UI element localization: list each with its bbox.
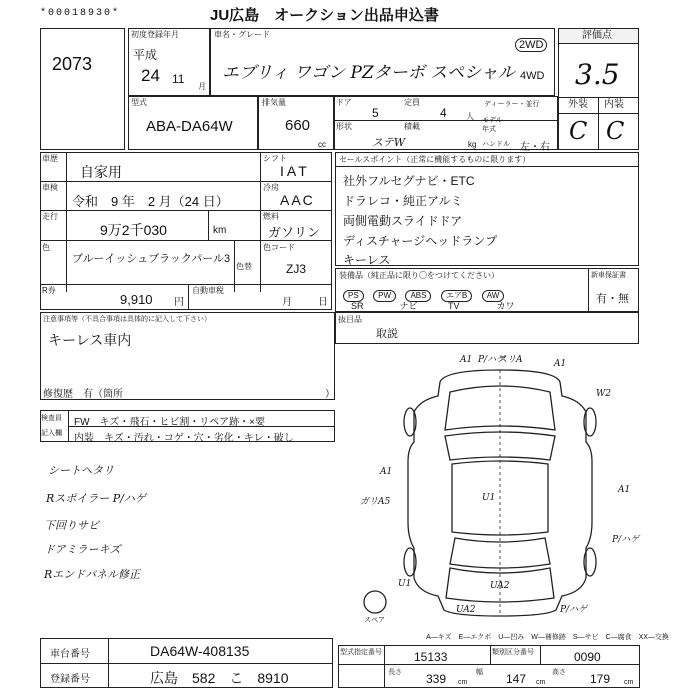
equip-leather: カワ — [496, 301, 515, 311]
notes-label: 注意事項等（不具合事項は具体的に記入して下さい） — [43, 316, 211, 323]
handwritten-note-4: ドアミラーキズ — [44, 543, 121, 556]
mark-4: A1 — [554, 359, 567, 369]
shape-label: 形状 — [336, 122, 352, 131]
aircon-label: 冷房 — [263, 183, 279, 192]
chassis-label: 車台番号 — [50, 649, 90, 660]
lot-number: 2073 — [52, 54, 93, 74]
length-label: 長さ — [388, 669, 402, 676]
plate-label: 登録番号 — [50, 674, 90, 685]
drive-2wd: 2WD — [515, 38, 547, 52]
displacement-unit: cc — [318, 140, 326, 149]
doors-label: ドア — [336, 98, 352, 107]
mark-12: UA2 — [490, 581, 510, 591]
mark-6: A1 — [380, 467, 393, 477]
length-unit: cm — [458, 679, 468, 686]
equip-sr: SR — [351, 301, 364, 311]
repair-label: 修復歴 有（箇所 — [43, 389, 123, 400]
length-value: 339 — [426, 672, 447, 686]
handwritten-note-3: 下回りサビ — [44, 519, 99, 532]
sales-point-1: 社外フルセグナビ・ETC — [343, 174, 475, 188]
capacity-value: 4 — [440, 106, 447, 120]
mark-8: ガリA5 — [360, 497, 391, 507]
aircon-value: AAC — [280, 192, 315, 208]
first-reg-label: 初度登録年月 — [131, 30, 179, 39]
fuel-label: 燃料 — [263, 212, 279, 221]
type-designation-label: 型式指定番号 — [340, 649, 382, 656]
recycle-unit: 円 — [174, 297, 184, 308]
mark-13: UA2 — [456, 605, 476, 615]
inspector-label-1: 検査員 — [41, 415, 62, 422]
model-year-label: モデル年式 — [482, 117, 503, 133]
mileage-label: 走行 — [42, 212, 58, 221]
shape-value: ステW — [372, 136, 406, 149]
notes-value: キーレス車内 — [48, 332, 132, 348]
barcode-text: *00018930* — [40, 8, 121, 19]
handwritten-note-1: シートヘタリ — [48, 464, 114, 477]
recycle-label: R券 — [42, 286, 56, 295]
category-number-value: 0090 — [574, 650, 601, 664]
doors-value: 5 — [372, 106, 379, 120]
color-label: 色 — [42, 243, 50, 252]
car-name-label: 車名・グレード — [214, 30, 270, 39]
interior-score: C — [606, 117, 625, 145]
spare-tire — [364, 591, 386, 613]
score-label: 評価点 — [582, 30, 612, 41]
sales-points-label: セールスポイント（正常に機能するものに限ります） — [339, 155, 531, 164]
mileage-unit: km — [213, 225, 227, 236]
inspection-label: 車検 — [42, 183, 58, 192]
fuel-value: ガソリン — [268, 225, 321, 240]
new-car-label: 新車保証書 — [591, 272, 626, 279]
mark-9: U1 — [482, 493, 496, 503]
first-reg-year: 24 — [141, 66, 160, 85]
mark-2: P/ハゲ — [478, 355, 506, 365]
capacity-label: 定員 — [404, 98, 420, 107]
color-code: ZJ3 — [286, 262, 307, 276]
sales-point-5: キーレス — [343, 253, 391, 267]
damage-legend: A―キズ E―エクボ U―凹み W―補修跡 S―サビ C―腐食 XX―交換 — [426, 634, 669, 641]
width-label: 幅 — [476, 669, 483, 676]
height-label: 高さ — [552, 669, 566, 676]
inspector-row-1: FW キズ・飛石・ヒビ割・リペア跡・×要 — [74, 417, 265, 428]
recycle-value: 9,910 — [120, 292, 153, 307]
spare-label: スペア — [364, 617, 385, 624]
equip-abs: ABS — [405, 290, 431, 302]
color-value: ブルーイッシュブラックパール3 — [72, 253, 231, 265]
handwritten-note-2: Rスポイラー P/ハゲ — [46, 492, 146, 505]
handle-value: 左・右 — [520, 142, 550, 153]
width-unit: cm — [536, 679, 546, 686]
type-designation-value: 15133 — [414, 650, 448, 664]
mark-3: スリA — [498, 355, 523, 365]
inspector-label-2: 記入欄 — [41, 430, 62, 437]
mark-7: A1 — [618, 485, 631, 495]
score-value: 3.5 — [575, 58, 620, 91]
chassis-value: DA64W-408135 — [150, 643, 250, 659]
sales-point-3: 両側電動スライドドア — [343, 214, 463, 228]
displacement-label: 排気量 — [262, 98, 286, 107]
first-reg-month-unit: 月 — [198, 82, 206, 91]
category-number-label: 類別区分番号 — [492, 649, 534, 656]
model-value: ABA-DA64W — [146, 118, 233, 135]
tax-month: 月 — [282, 297, 292, 308]
exterior-score: C — [569, 117, 588, 145]
usage-value: 自家用 — [80, 164, 122, 180]
shift-label: シフト — [263, 154, 287, 163]
inspector-row-2: 内装 キズ・汚れ・コゲ・穴・劣化・キレ・破し — [74, 433, 294, 444]
tax-day: 日 — [318, 297, 328, 308]
car-diagram — [350, 352, 650, 620]
lot-number-box — [40, 28, 125, 150]
handle-label: ハンドル — [482, 141, 510, 148]
height-unit: cm — [624, 679, 634, 686]
load-label: 積載 — [404, 122, 420, 131]
usage-label: 車歴 — [42, 154, 58, 163]
sales-point-2: ドラレコ・純正アルミ — [343, 194, 463, 208]
inspection-value: 令和 9 年 2 月（24 日） — [72, 194, 229, 209]
repair-close: ） — [325, 389, 335, 400]
mark-10: P/ハゲ — [612, 535, 640, 545]
equip-pw: PW — [373, 290, 396, 302]
shift-value: IAT — [280, 163, 310, 179]
equip-aw: AW — [482, 290, 505, 302]
displacement-value: 660 — [285, 117, 311, 134]
mark-5: W2 — [596, 389, 611, 399]
model-label: 型式 — [131, 98, 147, 107]
equip-navi: ナビ — [399, 301, 418, 311]
capacity-unit: 人 — [466, 112, 474, 121]
plate-value: 広島 582 こ 8910 — [150, 670, 289, 686]
car-name-value: エブリィ ワゴン PZターボ スペシャル — [222, 63, 515, 83]
drive-4wd: 4WD — [520, 70, 545, 82]
interior-label: 内装 — [604, 99, 624, 110]
height-value: 179 — [590, 672, 611, 686]
first-reg-month: 11 — [172, 72, 185, 86]
equip-tv: TV — [448, 301, 460, 311]
remarks-value: 取説 — [376, 328, 398, 340]
equipment-sub-row — [351, 299, 537, 312]
dealer-label: ディーラー・並行 — [484, 101, 540, 108]
mark-11: U1 — [398, 579, 412, 589]
mark-1: A1 — [460, 355, 473, 365]
tax-label: 自動車税 — [192, 286, 224, 295]
mileage-value: 9万2千030 — [100, 222, 167, 238]
sales-point-4: ディスチャージヘッドランプ — [343, 234, 498, 248]
page-title: JU広島 オークション出品申込書 — [210, 7, 439, 24]
exterior-label: 外装 — [568, 99, 588, 110]
mark-14: P/ハゲ — [560, 605, 588, 615]
equipment-label: 装備品（純正品に限り〇をつけてください） — [339, 271, 499, 280]
new-car-value: 有・無 — [596, 293, 629, 305]
remarks-label: 抜目品 — [338, 315, 362, 324]
equip-ps: PS — [343, 290, 364, 302]
color-code-label: 色コード — [263, 243, 295, 252]
equip-airbag: エアB — [441, 290, 472, 302]
load-unit: kg — [468, 140, 477, 149]
first-reg-era: 平成 — [133, 48, 158, 62]
handwritten-note-5: Rエンドパネル修正 — [44, 568, 141, 581]
notes-box — [40, 312, 335, 400]
width-value: 147 — [506, 672, 527, 686]
color-rebody-label: 色替 — [236, 262, 252, 271]
